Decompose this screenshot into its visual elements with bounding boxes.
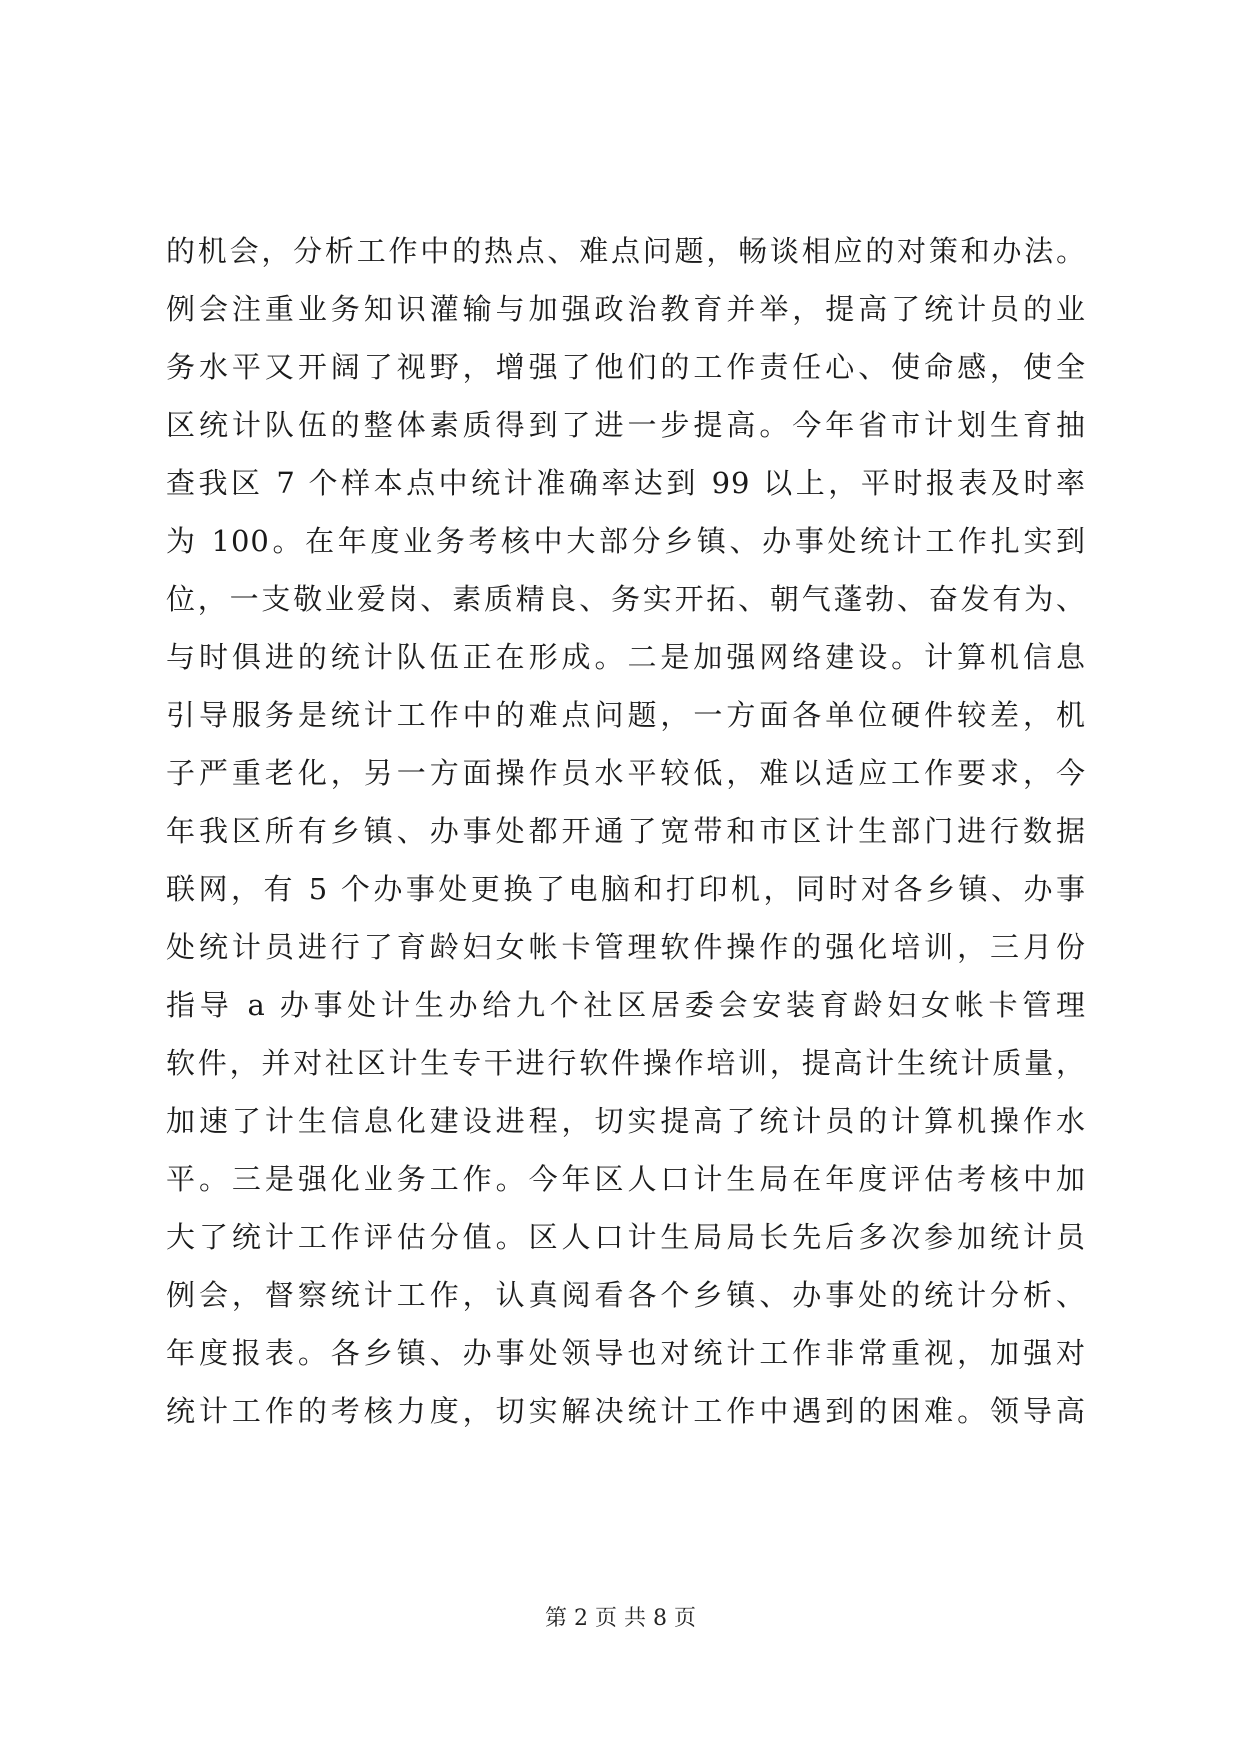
text-line: 加速了计生信息化建设进程，切实提高了统计员的计算机操作水 (166, 1104, 1086, 1138)
text-line: 引导服务是统计工作中的难点问题，一方面各单位硬件较差，机 (166, 698, 1086, 732)
text-line: 指导 a 办事处计生办给九个社区居委会安装育龄妇女帐卡管理 (166, 988, 1086, 1022)
text-line: 年度报表。各乡镇、办事处领导也对统计工作非常重视，加强对 (166, 1336, 1086, 1370)
text-line: 联网，有 5 个办事处更换了电脑和打印机，同时对各乡镇、办事 (166, 872, 1086, 906)
text-line: 为 100。在年度业务考核中大部分乡镇、办事处统计工作扎实到 (166, 524, 1086, 558)
text-line: 大了统计工作评估分值。区人口计生局局长先后多次参加统计员 (166, 1220, 1086, 1254)
text-line: 与时俱进的统计队伍正在形成。二是加强网络建设。计算机信息 (166, 640, 1086, 674)
text-line: 子严重老化，另一方面操作员水平较低，难以适应工作要求，今 (166, 756, 1086, 790)
text-line: 的机会，分析工作中的热点、难点问题，畅谈相应的对策和办法。 (166, 234, 1086, 268)
text-line: 年我区所有乡镇、办事处都开通了宽带和市区计生部门进行数据 (166, 814, 1086, 848)
text-line: 软件，并对社区计生专干进行软件操作培训，提高计生统计质量， (166, 1046, 1086, 1080)
text-line: 统计工作的考核力度，切实解决统计工作中遇到的困难。领导高 (166, 1394, 1086, 1428)
page-number: 第 2 页 共 8 页 (545, 1606, 696, 1631)
page-footer (0, 1604, 1241, 1634)
text-line: 查我区 7 个样本点中统计准确率达到 99 以上，平时报表及时率 (166, 466, 1086, 500)
text-line: 平。三是强化业务工作。今年区人口计生局在年度评估考核中加 (166, 1162, 1086, 1196)
text-line: 区统计队伍的整体素质得到了进一步提高。今年省市计划生育抽 (166, 408, 1086, 442)
text-line: 处统计员进行了育龄妇女帐卡管理软件操作的强化培训，三月份 (166, 930, 1086, 964)
text-line: 例会注重业务知识灌输与加强政治教育并举，提高了统计员的业 (166, 292, 1086, 326)
text-line: 位，一支敬业爱岗、素质精良、务实开拓、朝气蓬勃、奋发有为、 (166, 582, 1086, 616)
body-text (166, 222, 1086, 1440)
text-line: 例会，督察统计工作，认真阅看各个乡镇、办事处的统计分析、 (166, 1278, 1086, 1312)
text-line: 务水平又开阔了视野，增强了他们的工作责任心、使命感，使全 (166, 350, 1086, 384)
